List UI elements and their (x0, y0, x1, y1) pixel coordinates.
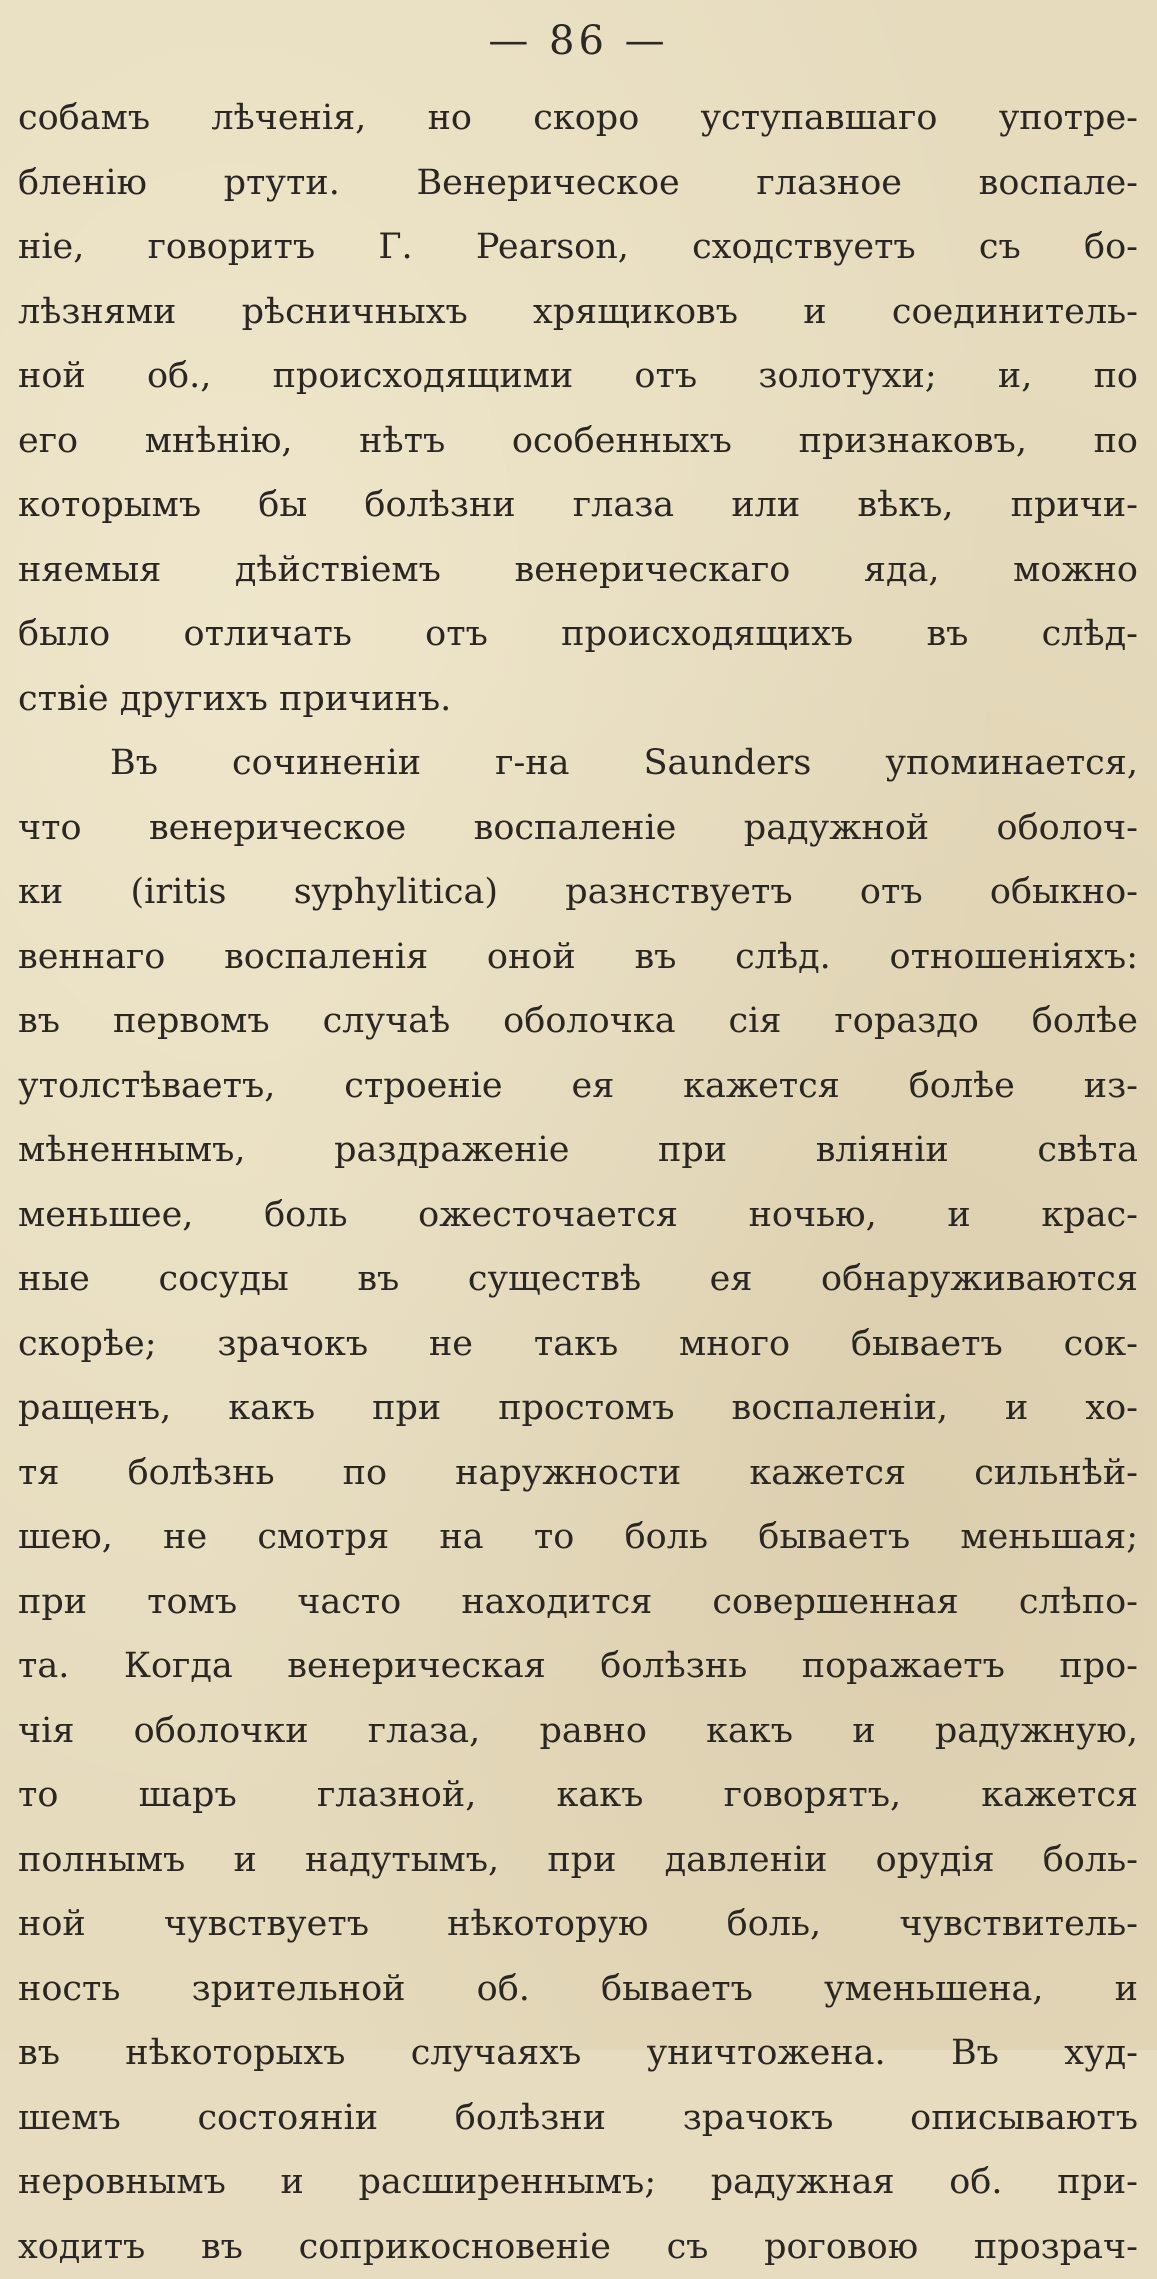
paragraph-end-line: ствіе другихъ причинъ. (18, 667, 1138, 732)
text-line: въ нѣкоторыхъ случаяхъ уничтожена. Въ худ- (18, 2021, 1138, 2086)
text-line: то шаръ глазной, какъ говорятъ, кажется (18, 1763, 1138, 1828)
text-line: ность зрительной об. бываетъ уменьшена, и (18, 1957, 1138, 2022)
text-line: ращенъ, какъ при простомъ воспаленіи, и хо- (18, 1376, 1138, 1441)
text-line: полнымъ и надутымъ, при давленіи орудія боль- (18, 1828, 1138, 1893)
text-line: тя болѣзнь по наружности кажется сильнѣй- (18, 1441, 1138, 1506)
text-line: скорѣе; зрачокъ не такъ много бываетъ сок- (18, 1312, 1138, 1377)
page-number: — 86 — (0, 18, 1157, 64)
text-line: которымъ бы болѣзни глаза или вѣкъ, причи- (18, 473, 1138, 538)
text-line: ной об., происходящими отъ золотухи; и, по (18, 344, 1138, 409)
text-line: при томъ часто находится совершенная слѣпо- (18, 1570, 1138, 1635)
text-line: няемыя дѣйствіемъ венерическаго яда, можно (18, 538, 1138, 603)
text-line: ки (iritis syphylitica) разнствуетъ отъ обыкно- (18, 860, 1138, 925)
text-line: его мнѣнію, нѣтъ особенныхъ признаковъ, по (18, 409, 1138, 474)
text-line: та. Когда венерическая болѣзнь поражаетъ про- (18, 1634, 1138, 1699)
text-line: шемъ состояніи болѣзни зрачокъ описываютъ (18, 2086, 1138, 2151)
text-line: шею, не смотря на то боль бываетъ меньшая; (18, 1505, 1138, 1570)
text-line: мѣненнымъ, раздраженіе при вліяніи свѣта (18, 1118, 1138, 1183)
text-line: бленію ртути. Венерическое глазное воспале- (18, 151, 1138, 216)
text-line: чія оболочки глаза, равно какъ и радужную, (18, 1699, 1138, 1764)
text-line: лѣзнями рѣсничныхъ хрящиковъ и соединитель- (18, 280, 1138, 345)
text-line: собамъ лѣченія, но скоро уступавшаго употре- (18, 86, 1138, 151)
paragraph-start-line: Въ сочиненіи г-на Saunders упоминается, (18, 731, 1138, 796)
text-line: ные сосуды въ существѣ ея обнаруживаются (18, 1247, 1138, 1312)
text-line: утолстѣваетъ, строеніе ея кажется болѣе из- (18, 1054, 1138, 1119)
text-line: веннаго воспаленія оной въ слѣд. отношеніяхъ: (18, 925, 1138, 990)
text-line: неровнымъ и расширеннымъ; радужная об. при- (18, 2150, 1138, 2215)
text-line: было отличать отъ происходящихъ въ слѣд- (18, 602, 1138, 667)
text-line: что венерическое воспаленіе радужной оболоч- (18, 796, 1138, 861)
text-line: меньшее, боль ожесточается ночью, и крас- (18, 1183, 1138, 1248)
text-line: ходитъ въ соприкосновеніе съ роговою прозрач- (18, 2215, 1138, 2279)
body-text (18, 86, 1138, 2279)
text-line: ніе, говоритъ Г. Pearson, сходствуетъ съ бо- (18, 215, 1138, 280)
text-line: въ первомъ случаѣ оболочка сія гораздо болѣе (18, 989, 1138, 1054)
text-line: ной чувствуетъ нѣкоторую боль, чувствитель- (18, 1892, 1138, 1957)
